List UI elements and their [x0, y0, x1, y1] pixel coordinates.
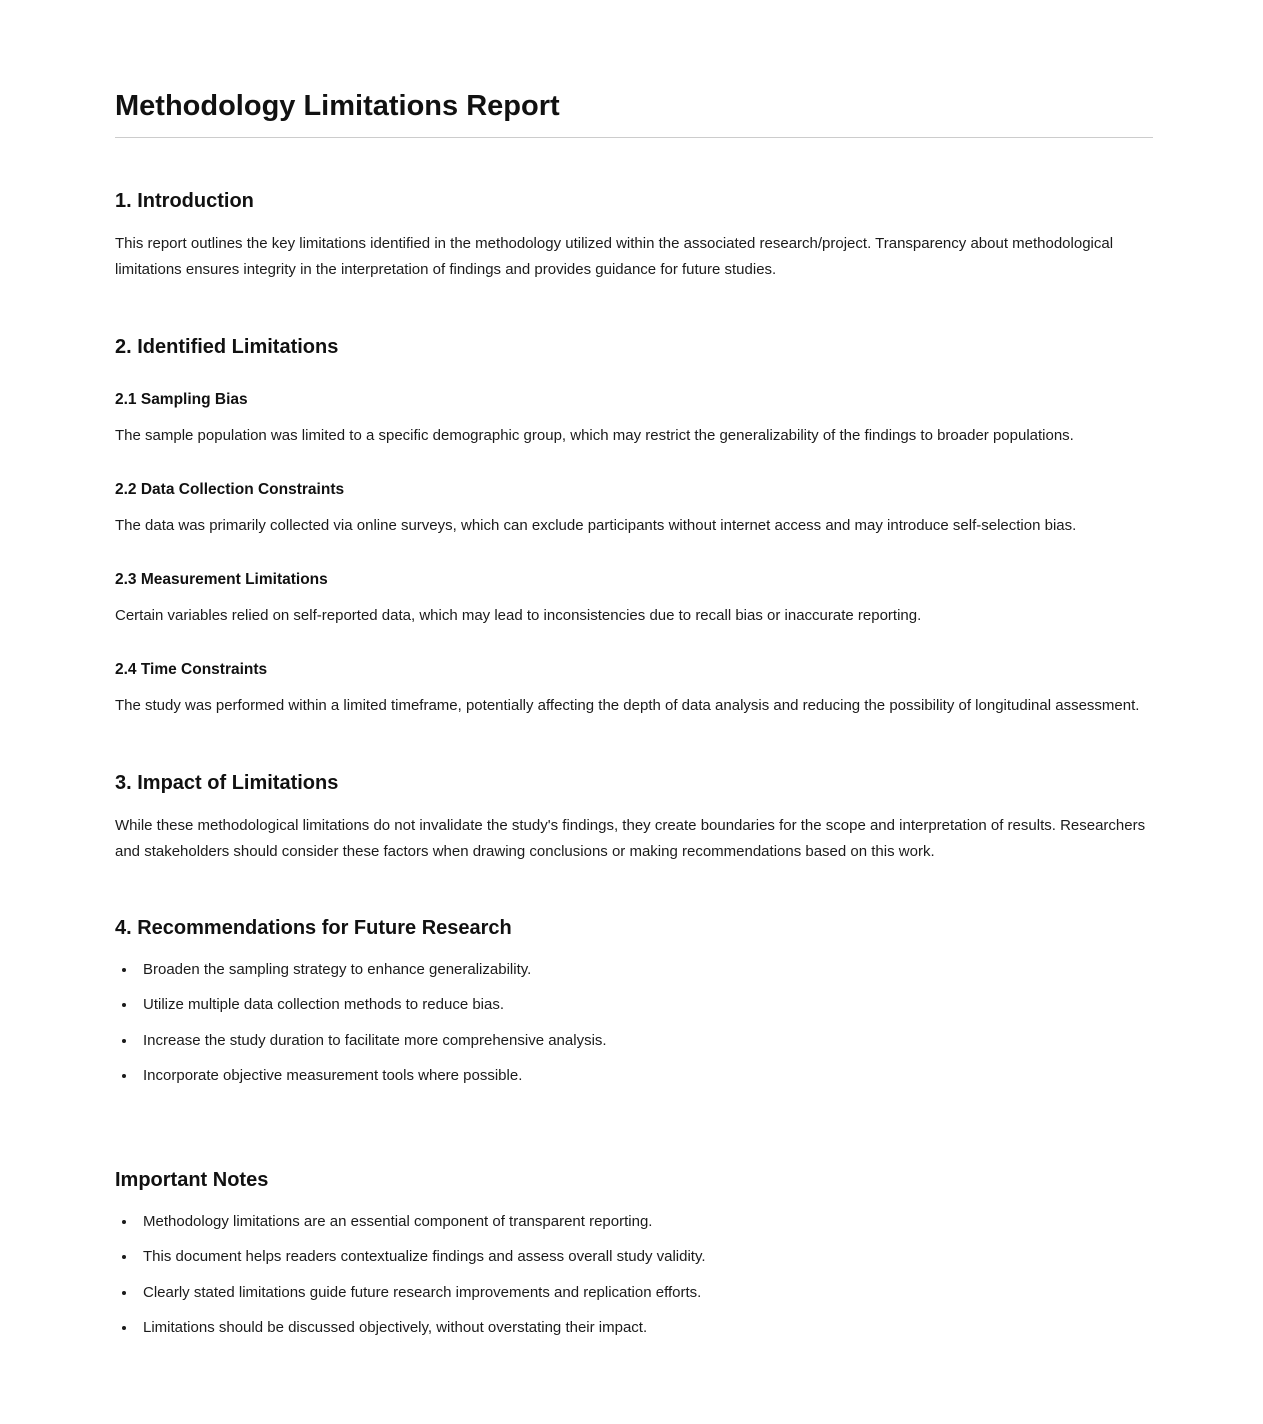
list-item: • Broaden the sampling strategy to enhance generalizability.: [137, 958, 1153, 981]
time-constraints-heading: 2.4 Time Constraints: [115, 661, 268, 679]
time-constraints-paragraph: The study was performed within a limited timeframe, potentially affecting the depth of data analysis and reducing the possibility of longitudinal assessment.: [115, 697, 1140, 715]
list-item: • Utilize multiple data collection methods to reduce bias.: [137, 993, 1153, 1016]
impact-heading: 3. Impact of Limitations: [115, 771, 339, 794]
section-identified-limitations: [115, 336, 1153, 720]
impact-paragraph: While these methodological limitations do not invalidate the study's findings, they create boundaries for the scope and interpretation of results. Researchers and stakeholders should consider these factors when drawing conclusions or making recommendations based on this work.: [115, 816, 1146, 860]
list-item: • Incorporate objective measurement tools where possible.: [137, 1064, 1153, 1087]
introduction-paragraph: This report outlines the key limitations identified in the methodology utilized within the associated research/project. Transparency about methodological limitations ensures integrity in the interpretation of findings and provides guidance for future studies.: [115, 235, 1114, 279]
list-item: • Increase the study duration to facilitate more comprehensive analysis.: [137, 1029, 1153, 1052]
list-item: • Clearly stated limitations guide future research improvements and replication efforts.: [137, 1281, 1153, 1304]
data-collection-constraints-heading: 2.2 Data Collection Constraints: [115, 480, 345, 498]
data-collection-constraints-paragraph: The data was primarily collected via online surveys, which can exclude participants without internet access and may introduce self-selection bias.: [115, 516, 1077, 534]
section-recommendations: [115, 917, 1153, 1087]
identified-limitations-heading: 2. Identified Limitations: [115, 335, 339, 358]
page-title: Methodology Limitations Report: [115, 90, 1153, 138]
sampling-bias-heading: 2.1 Sampling Bias: [115, 390, 248, 408]
list-item: • Limitations should be discussed objectively, without overstating their impact.: [137, 1316, 1153, 1339]
sampling-bias-paragraph: The sample population was limited to a specific demographic group, which may restrict the generalizability of the findings to broader populations.: [115, 426, 1074, 444]
measurement-limitations-heading: 2.3 Measurement Limitations: [115, 571, 328, 588]
recommendations-list: [115, 958, 1153, 1087]
recommendations-heading: 4. Recommendations for Future Research: [115, 917, 512, 939]
list-item: • Methodology limitations are an essential component of transparent reporting.: [137, 1210, 1153, 1233]
important-notes-heading: Important Notes: [115, 1169, 269, 1191]
list-item: • This document helps readers contextualize findings and assess overall study validity.: [137, 1245, 1153, 1268]
section-important-notes: [115, 1169, 1153, 1339]
spacer: [115, 1099, 1153, 1117]
important-notes-list: [115, 1210, 1153, 1339]
section-impact-of-limitations: [115, 772, 1153, 866]
introduction-heading: 1. Introduction: [115, 190, 254, 212]
section-introduction: [115, 190, 1153, 284]
measurement-limitations-paragraph: Certain variables relied on self-reported data, which may lead to inconsistencies due to recall bias or inaccurate reporting.: [115, 607, 922, 624]
